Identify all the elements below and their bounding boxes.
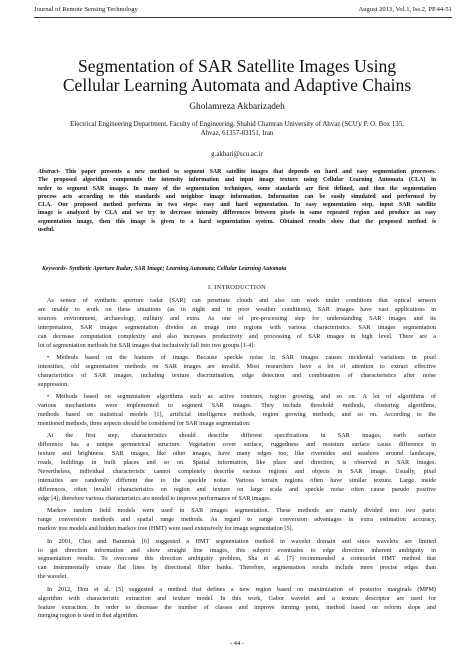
body-line: are unable to work on these situations (as in night and in poor weather conditions), SAR images have vast applications in: [38, 305, 436, 313]
author-email: g.akbari@scu.ac.ir: [211, 151, 263, 158]
abstract-line: process acts according to this standards and neighbor image information. Information can be easily simulated and performed by: [38, 193, 436, 200]
body-line: differences, often invalid characteristics on region and texture on large scale and speckle noise often cause pseudo positive: [38, 485, 436, 493]
body-paragraph: [38, 507, 436, 534]
abstract-text: This paper presents a new method to segment SAR satellite images that depends on hard and easy segmentation processes.: [60, 169, 436, 175]
body-line: interpretation, SAR images segmentation divides an image into regions with various characteristics. SAR images segmentation: [38, 323, 436, 331]
body-line: sources environment, archaeology, military and extra. As one of pre-processing step for understanding SAR images and its: [38, 314, 436, 322]
body-line: algorithm with characteristic extraction and texture model. In this work, Gabor wavelet and a texture descriptor are used for: [38, 594, 436, 602]
body-paragraph: [38, 354, 436, 390]
body-line: markov tree models and hidden markov tree (HMT) were used extensively for image segmentation [5].: [38, 525, 294, 533]
running-header: [34, 3, 452, 15]
author-name: Gholamreza Akbarizadeh: [189, 102, 285, 112]
header-rule: [34, 17, 452, 18]
body-line: roads, buildings in built places and so on. Spatial information, like place and direction, is observed in SAR images.: [38, 459, 436, 467]
body-paragraph: [38, 297, 436, 350]
body-line: edge [4]; therefore various characteristics are needed to improve performance of SAR images.: [38, 494, 272, 502]
body-line: texture and brightness. SAR images, like other images, have many edges too; like riversides and seashore around landscape,: [38, 450, 436, 458]
body-line: can instrumentally create flat lines by directional filter banks. Therefore, segmentation results include more precise edges than: [38, 564, 436, 572]
abstract-line: order to segment SAR images. In many of the segmentation techniques, some standards are first defined, and then the segmentation: [38, 185, 436, 192]
body-line: Nevertheless, individual characteristic cannot completely describe various regions and objects in SAR image. Usually, pixel: [38, 468, 436, 476]
body-line: segmentation results. To overcome this direction ambiguity problem, Sha et al. [7] recommended a contourlet HMT method that: [38, 555, 436, 563]
body-line: Markov random field models were used in SAR images segmentation. These methods are mainly divided into two parts:: [47, 507, 436, 515]
body-line: to get direction information and show straight line images, this subject eventuates to edge direction inherent ambiguity in: [38, 546, 436, 554]
body-line: • Methods based on the features of image. Because speckle noise in SAR images causes incidental variations in pixel: [47, 354, 436, 362]
body-line: In 2012, Hou et al. [5] suggested a method that defines a new region based on maximization of posterior marginals (MPM): [47, 585, 436, 593]
body-paragraph: [38, 586, 436, 622]
body-line: feature extraction. In order to decrease the number of classes and improve turning point, method based on reform slope and: [38, 603, 436, 611]
keywords: Keywords- Synthetic Aperture Radar; SAR Image; Learning Automata; Cellular Learning Automata: [42, 266, 287, 272]
abstract-line: image is analyzed by CLA and we try to decrease intensity differences between pixels in same repeated region and produce an easy: [38, 210, 436, 217]
issue-info: August 2013, Vol.1, Iss.2, PP.44-51: [358, 5, 452, 13]
body-line: the wavelet.: [38, 573, 68, 581]
affiliation-line: Ahvaz, 61357-83151, Iran: [200, 130, 274, 138]
title-line: Cellular Learning Automata and Adaptive Chains: [62, 75, 412, 95]
body-line: In 2001, Choi and Baraniuk [6] suggested a HMT segmentation method in wavelet domain and since wavelets are limited: [47, 537, 436, 545]
body-line: lot of segmentation methods for SAR images that inclusively fall into two groups [1-4]:: [38, 341, 256, 349]
body-paragraph: [38, 393, 436, 429]
abstract-line: [38, 168, 436, 176]
abstract-line: The proposed algorithm compounds the intensity information and input image texture using Cellular Learning Automata (CLA) in: [38, 177, 436, 184]
abstract-line: useful.: [38, 227, 55, 234]
paper-title: [20, 57, 454, 95]
body-line: can decrease computation complexity and also increases productivity and processing of SAR images in high level. There are a: [38, 332, 436, 340]
affiliation: [40, 120, 434, 139]
body-line: As sensor of synthetic aperture radar (SAR) can penetrate clouds and also can work under conditions that optical sensors: [47, 297, 436, 304]
abstract-line: segmentation image, then this image is given to a hard segmentation system. Obtained results show that the proposed method is: [38, 218, 436, 225]
body-line: suppression.: [38, 380, 69, 388]
title-line: Segmentation of SAR Satellite Images Using: [77, 56, 397, 76]
body-line: intensities are randomly different due to the speckle noise. Various terrain regions often have similar texture. Large inside: [38, 477, 436, 484]
body-line: difference has a unique geometrical structure. Vegetation cover surface, ruggedness and moisture surface cause difference in: [38, 441, 436, 449]
journal-name: Journal of Remote Sensing Technology: [34, 5, 138, 13]
body-line: merging region is used in that algorithm.: [38, 612, 139, 620]
body-line: characteristics of SAR images, including texture discrimination, edge detection and combination of characteristics after noise: [38, 371, 436, 379]
body-text: [38, 297, 436, 625]
body-line: intensities, old segmentation methods on SAR images are invalid. Most researchers have a lot of attention to extract effective: [38, 362, 436, 370]
body-line: • Methods based on segmentation algorithms such as active contours, region growing, and so on. A lot of algorithms of: [47, 393, 436, 401]
body-line: At the first step, characteristics should describe different specifications in SAR images, earth surface: [47, 432, 436, 440]
abstract: [38, 168, 436, 234]
body-paragraph: [38, 432, 436, 503]
affiliation-line: Electrical Engineering Department, Faculty of Engineering, Shahid Chamran University of Ahvaz (SCU)/ P. O. Box 135,: [70, 121, 404, 128]
body-line: methods based on statistical models [1], artificial intelligence methods, region growing methods, and so on. According to the: [38, 411, 436, 419]
body-line: various mechanisms were implemented to segment SAR images. They include threshold methods, clustering algorithms,: [38, 402, 436, 410]
body-line: range conversion methods and spatial range methods. As regard to range conversion advantages in extra estimation accuracy,: [38, 516, 436, 524]
body-line: mentioned methods, three aspects should be considered for SAR image segmentation:: [38, 419, 251, 427]
section-heading: I. INTRODUCTION: [207, 284, 267, 291]
abstract-lead: Abstract-: [38, 169, 61, 175]
page-number: - 44 -: [230, 640, 244, 647]
body-paragraph: [38, 538, 436, 583]
abstract-line: CLA. Our proposed method performs in two steps: easy and hard segmentation. In easy segmentation step, input SAR satellite: [38, 202, 436, 209]
